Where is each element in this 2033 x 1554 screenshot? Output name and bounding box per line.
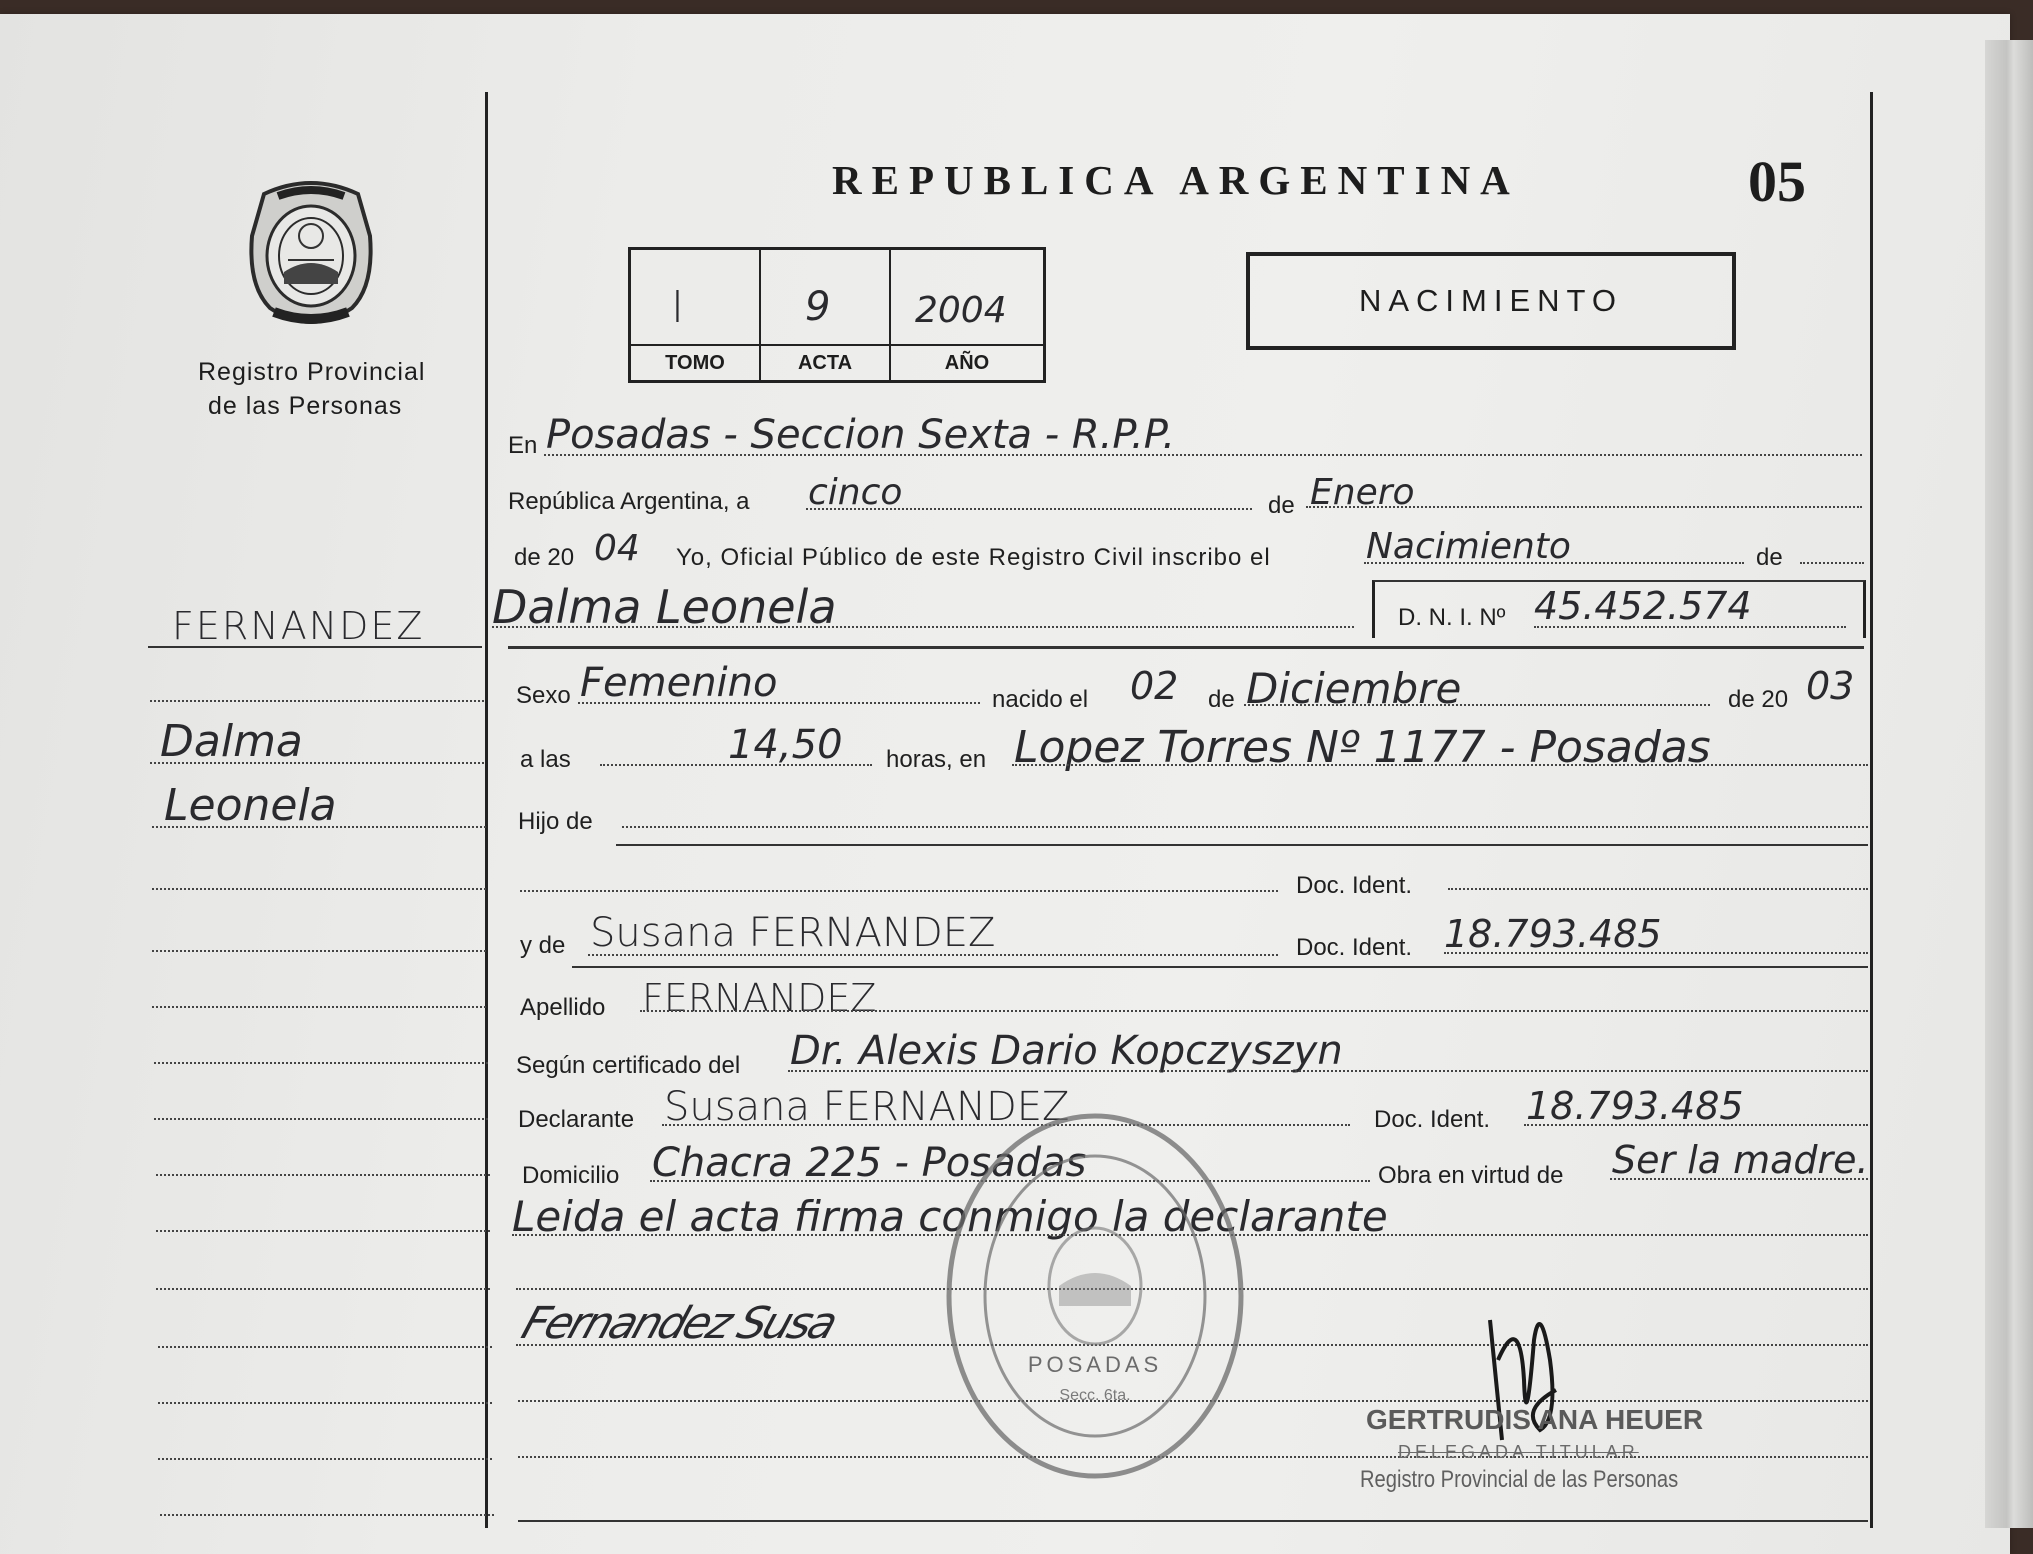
de20-label2: de 20 — [1728, 686, 1789, 713]
domicilio-value: Chacra 225 - Posadas — [652, 1140, 1087, 1186]
margin-line — [158, 1346, 492, 1348]
official-title: DELEGADA TITULAR — [1398, 1442, 1639, 1462]
madre-doc-value: 18.793.485 — [1444, 912, 1662, 956]
dia-value: cinco — [808, 472, 903, 513]
tomo-cell — [631, 250, 761, 344]
madre-doc-line — [1444, 952, 1868, 954]
anio-suffix-value: 04 — [594, 528, 640, 569]
hijo-label: Hijo de — [518, 808, 593, 835]
declarante-doc-value: 18.793.485 — [1526, 1084, 1744, 1128]
declarante-doc-line — [1524, 1124, 1868, 1126]
declarante-label: Declarante — [518, 1106, 635, 1133]
margin-line — [154, 1118, 488, 1120]
acta-value: 9 — [805, 284, 831, 330]
registry-name-line1: Registro Provincial — [198, 358, 426, 386]
tomo-label: TOMO — [631, 344, 761, 380]
margin-line — [156, 1230, 490, 1232]
dni-value: 45.452.574 — [1534, 584, 1752, 628]
obra-line — [1610, 1178, 1868, 1180]
anio-cell — [891, 250, 1043, 344]
margin-name2: Leonela — [164, 780, 337, 831]
country-title: REPUBLICA ARGENTINA — [832, 157, 1520, 203]
de-line — [1800, 562, 1864, 564]
padre-line — [520, 890, 1278, 892]
nota-value: Leida el acta firma conmigo la declarante — [512, 1192, 1388, 1241]
inscribe-value: Nacimiento — [1366, 526, 1571, 567]
sexo-line — [578, 702, 980, 704]
margin-line — [150, 762, 484, 764]
doc-ident-label3: Doc. Ident. — [1374, 1106, 1491, 1133]
de-label3: de — [1208, 686, 1235, 713]
apellido-label: Apellido — [520, 994, 606, 1021]
margin-line — [152, 826, 486, 828]
registry-name-line2: de las Personas — [208, 392, 403, 420]
mes-value: Enero — [1310, 472, 1415, 513]
bottom-rule — [518, 1520, 1868, 1522]
dni-line — [1534, 626, 1846, 628]
hora-value: 14,50 — [728, 722, 843, 768]
page-stack-edge — [1985, 40, 2033, 1528]
margin-line — [152, 1006, 486, 1008]
de-label2: de — [1756, 544, 1783, 571]
anio-value: 2004 — [915, 290, 1007, 331]
obra-value: Ser la madre. — [1612, 1138, 1869, 1182]
svg-text:POSADAS: POSADAS — [1027, 1352, 1163, 1377]
declarant-signature: Fernandez Susa — [515, 1298, 842, 1349]
margin-line — [158, 1458, 492, 1460]
margin-line — [160, 1514, 494, 1516]
hijo-rule — [616, 844, 1868, 846]
nac-mes-line — [1244, 704, 1710, 706]
en-line — [544, 454, 1862, 456]
en-label: En — [508, 432, 538, 459]
nombre-value: Dalma Leonela — [492, 580, 837, 634]
apellido-value: FERNANDEZ — [642, 976, 877, 1020]
hora-line — [600, 764, 872, 766]
republica-label: República Argentina, a — [508, 488, 750, 515]
nac-anio-value: 03 — [1806, 664, 1855, 708]
hijo-line — [622, 826, 1868, 828]
obra-label: Obra en virtud de — [1378, 1162, 1564, 1189]
domicilio-label: Domicilio — [522, 1162, 620, 1189]
apellido-line — [640, 1010, 1868, 1012]
oficial-text: Yo, Oficial Público de este Registro Civil inscribo el — [676, 544, 1271, 571]
margin-line — [152, 950, 486, 952]
tomo-value: I — [671, 282, 684, 333]
nac-dia-value: 02 — [1130, 664, 1179, 708]
official-name: GERTRUDIS ANA HEUER — [1366, 1404, 1704, 1435]
margin-rule — [148, 646, 482, 648]
margin-line — [156, 1288, 490, 1290]
official-org: Registro Provincial de las Personas — [1360, 1466, 1679, 1493]
nacido-label: nacido el — [992, 686, 1089, 713]
certificado-value: Dr. Alexis Dario Kopczyszyn — [790, 1028, 1343, 1074]
en-value: Posadas - Seccion Sexta - R.P.P. — [546, 412, 1176, 458]
inscribe-line — [1364, 562, 1744, 564]
right-border-rule — [1870, 92, 1873, 1528]
a-las-label: a las — [520, 746, 571, 773]
nombre-line — [492, 626, 1354, 628]
margin-surname: FERNANDEZ — [172, 604, 425, 648]
madre-rule — [572, 966, 1868, 968]
declarante-value: Susana FERNANDEZ — [664, 1084, 1070, 1130]
nac-mes-value: Diciembre — [1246, 664, 1462, 713]
provincial-seal-icon — [244, 176, 378, 332]
doc-ident-label: Doc. Ident. — [1296, 872, 1413, 899]
margin-line — [158, 1402, 492, 1404]
margin-line — [156, 1174, 490, 1176]
official-stamp-icon — [943, 1110, 1247, 1482]
left-column-rule — [485, 92, 488, 1528]
mes-line — [1306, 506, 1862, 508]
record-id-grid — [628, 247, 1046, 383]
margin-name1: Dalma — [160, 716, 303, 767]
y-de-label: y de — [520, 932, 566, 959]
doc-ident-label2: Doc. Ident. — [1296, 934, 1413, 961]
madre-line — [588, 954, 1278, 956]
acta-label: ACTA — [761, 344, 891, 380]
segun-label: Según certificado del — [516, 1052, 741, 1079]
margin-line — [150, 700, 484, 702]
acta-cell — [761, 250, 891, 344]
margin-line — [154, 1062, 488, 1064]
horas-label: horas, en — [886, 746, 987, 773]
sexo-value: Femenino — [580, 660, 778, 706]
de-label: de — [1268, 492, 1295, 519]
section-rule — [508, 646, 1864, 649]
lugar-value: Lopez Torres Nº 1177 - Posadas — [1014, 722, 1711, 773]
sexo-label: Sexo — [516, 682, 571, 709]
page-number: 05 — [1748, 149, 1806, 214]
svg-text:Secc. 6ta.: Secc. 6ta. — [1059, 1387, 1131, 1404]
dni-label: D. N. I. Nº — [1398, 604, 1506, 631]
de20-label: de 20 — [514, 544, 575, 571]
certificado-line — [788, 1070, 1868, 1072]
dia-line — [806, 508, 1252, 510]
padre-doc-line — [1448, 888, 1868, 890]
anio-label: AÑO — [891, 344, 1043, 380]
margin-line — [152, 888, 486, 890]
madre-value: Susana FERNANDEZ — [590, 910, 996, 956]
lugar-line — [1012, 764, 1868, 766]
record-type-box: NACIMIENTO — [1246, 252, 1736, 350]
